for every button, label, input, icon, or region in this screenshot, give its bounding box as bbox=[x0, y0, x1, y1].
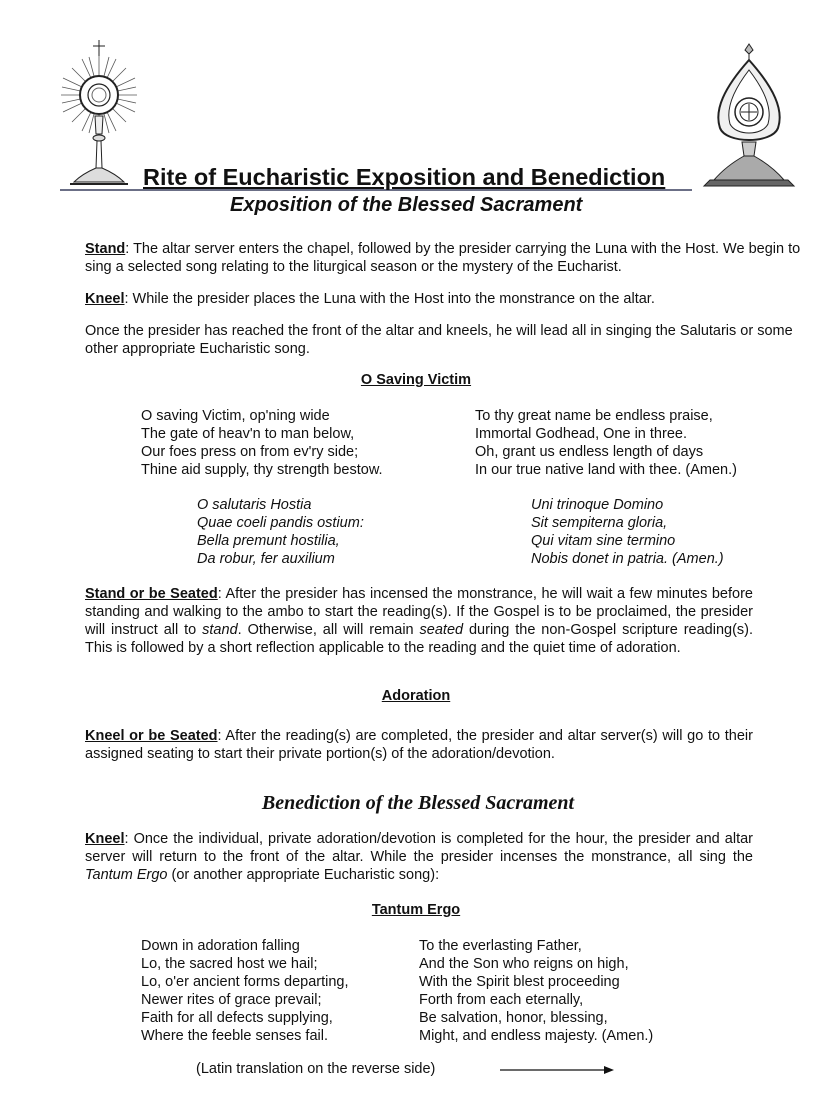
verse-line: Oh, grant us endless length of days bbox=[475, 444, 704, 460]
saving-victim-english-left bbox=[141, 407, 383, 479]
verse-line: To thy great name be endless praise, bbox=[475, 408, 713, 424]
verse-line: Da robur, fer auxilium bbox=[197, 551, 335, 567]
reading-text-3: during the non-Gospel scripture reading(s). This is followed by a short reflection applicable to the reading and the quiet time of adoration. bbox=[85, 622, 754, 656]
saving-victim-latin-left bbox=[197, 496, 364, 568]
verse-line: Newer rites of grace prevail; bbox=[141, 992, 322, 1008]
verse-line: Immortal Godhead, One in three. bbox=[475, 426, 687, 442]
reading-text-2: . Otherwise, all will remain bbox=[237, 622, 420, 638]
verse-line: Our foes press on from ev'ry side; bbox=[141, 444, 359, 460]
arrow-right-icon bbox=[500, 1063, 616, 1077]
verse-line: Forth from each eternally, bbox=[419, 992, 584, 1008]
verse-line: Where the feeble senses fail. bbox=[141, 1028, 328, 1044]
saving-victim-latin-right bbox=[531, 496, 724, 568]
saving-victim-english-right bbox=[475, 407, 737, 479]
verse-line: Down in adoration falling bbox=[141, 938, 300, 954]
stand-label: Stand bbox=[85, 241, 126, 257]
adoration-heading: Adoration bbox=[381, 688, 451, 704]
verse-line: In our true native land with thee. (Amen.) bbox=[475, 462, 737, 478]
adoration-label: Kneel or be Seated bbox=[85, 728, 218, 744]
benediction-text-2: (or another appropriate Eucharistic song): bbox=[167, 867, 440, 883]
tantum-ergo-left-column bbox=[141, 937, 349, 1045]
verse-line: Quae coeli pandis ostium: bbox=[197, 515, 364, 531]
verse-line: O saving Victim, op'ning wide bbox=[141, 408, 330, 424]
presider-note-paragraph: Once the presider has reached the front of the altar and kneels, he will lead all in singing the Salutaris or some other appropriate Eucharistic song. bbox=[85, 323, 793, 357]
verse-line: Qui vitam sine termino bbox=[531, 533, 676, 549]
verse-line: Might, and endless majesty. (Amen.) bbox=[419, 1028, 654, 1044]
verse-line: Thine aid supply, thy strength bestow. bbox=[141, 462, 383, 478]
saving-victim-heading: O Saving Victim bbox=[360, 372, 472, 388]
benediction-paragraph bbox=[85, 830, 753, 884]
reading-text-1: : After the presider has incensed the monstrance, he will wait a few minutes before standing and walking to the ambo to start the reading(s). If the Gospel is to be proclaimed, the presider will instruct all to bbox=[85, 586, 753, 638]
monstrance-left-illustration bbox=[58, 38, 140, 190]
stand-paragraph bbox=[85, 240, 811, 276]
kneel-label: Kneel bbox=[85, 291, 125, 307]
verse-line: Bella premunt hostilia, bbox=[197, 533, 340, 549]
page-title: Rite of Eucharistic Exposition and Benediction bbox=[143, 164, 666, 190]
verse-line: The gate of heav'n to man below, bbox=[141, 426, 355, 442]
monstrance-right-illustration bbox=[690, 40, 808, 190]
benediction-emphasis-tantum-ergo: Tantum Ergo bbox=[85, 867, 168, 883]
kneel-text: : While the presider places the Luna with the Host into the monstrance on the altar. bbox=[124, 291, 655, 307]
verse-line: And the Son who reigns on high, bbox=[419, 956, 629, 972]
benediction-kneel-label: Kneel bbox=[85, 831, 125, 847]
verse-line: Sit sempiterna gloria, bbox=[531, 515, 668, 531]
verse-line: Lo, o'er ancient forms departing, bbox=[141, 974, 349, 990]
verse-line: To the everlasting Father, bbox=[419, 938, 582, 954]
verse-line: Uni trinoque Domino bbox=[531, 497, 664, 513]
benediction-text-1: : Once the individual, private adoration/devotion is completed for the hour, the presider and altar server will return to the front of the altar. While the presider incenses the monstrance, all sing the bbox=[85, 831, 753, 865]
reading-paragraph bbox=[85, 585, 753, 657]
adoration-text: : After the reading(s) are completed, the presider and altar server(s) will go to their assigned seating to start their private portion(s) of the adoration/devotion. bbox=[85, 728, 753, 762]
verse-line: Lo, the sacred host we hail; bbox=[141, 956, 318, 972]
adoration-paragraph bbox=[85, 727, 753, 763]
stand-text: : The altar server enters the chapel, followed by the presider carrying the Luna with the Host. We begin to sing a selected song relating to the liturgical season or the mystery of the Eucharist. bbox=[85, 241, 801, 275]
verse-line: Nobis donet in patria. (Amen.) bbox=[531, 551, 724, 567]
reading-emphasis-stand: stand bbox=[202, 622, 238, 638]
tantum-ergo-right-column bbox=[419, 937, 653, 1045]
exposition-subtitle: Exposition of the Blessed Sacrament bbox=[230, 194, 583, 216]
reverse-side-note: (Latin translation on the reverse side) bbox=[196, 1061, 436, 1077]
verse-line: With the Spirit blest proceeding bbox=[419, 974, 620, 990]
verse-line: Faith for all defects supplying, bbox=[141, 1010, 333, 1026]
tantum-ergo-heading: Tantum Ergo bbox=[371, 902, 461, 918]
verse-line: O salutaris Hostia bbox=[197, 497, 312, 513]
kneel-paragraph bbox=[85, 290, 811, 308]
verse-line: Be salvation, honor, blessing, bbox=[419, 1010, 608, 1026]
benediction-heading: Benediction of the Blessed Sacrament bbox=[261, 792, 575, 814]
reading-label: Stand or be Seated bbox=[85, 586, 218, 602]
reading-emphasis-seated: seated bbox=[419, 622, 464, 638]
